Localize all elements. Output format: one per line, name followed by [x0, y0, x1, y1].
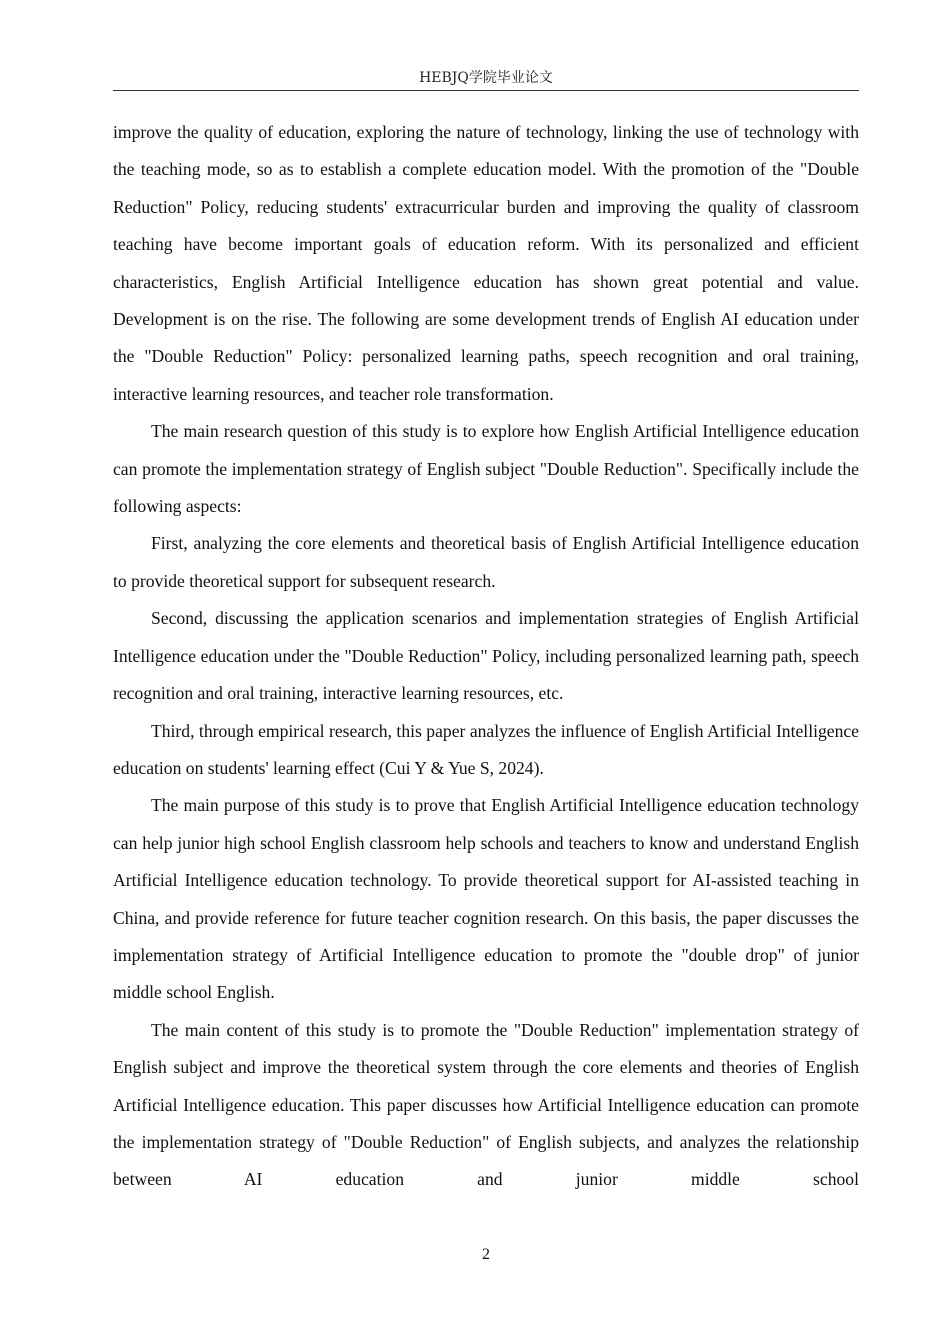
body-text — [113, 114, 859, 1199]
paragraph-purpose: The main purpose of this study is to prove that English Artificial Intelligence education technology can help junior high school English classroom help schools and teachers to know and understand English Artificial Intelligence education technology. To provide theoretical support for AI-assisted teaching in China, and provide reference for future teacher cognition research. On this basis, the paper discusses the implementation strategy of Artificial Intelligence education to promote the "double drop" of junior middle school English. — [113, 795, 859, 1003]
paragraph-content: The main content of this study is to promote the "Double Reduction" implementation strategy of English subject and improve the theoretical system through the core elements and theories of English Artificial Intelligence education. This paper discusses how Artificial Intelligence education can promote the implementation strategy of "Double Reduction" of English subjects, and analyzes the relationship between AI education and junior middle school — [113, 1019, 859, 1190]
paragraph-second-aspect: Second, discussing the application scenarios and implementation strategies of English Artificial Intelligence education under the "Double Reduction" Policy, including personalized learning path, speech recognition and oral training, interactive learning resources, etc. — [113, 608, 859, 704]
paragraph-continuation: improve the quality of education, exploring the nature of technology, linking the use of technology with the teaching mode, so as to establish a complete education model. With the promotion of the "Double Reduction" Policy, reducing students' extracurricular burden and improving the quality of classroom teaching have become important goals of education reform. With its personalized and efficient characteristics, English Artificial Intelligence education has shown great potential and value. Development is on the rise. The following are some development trends of English AI education under the "Double Reduction" Policy: personalized learning paths, speech recognition and oral training, interactive learning resources, and teacher role transformation. — [113, 122, 859, 404]
paragraph-research-question: The main research question of this study is to explore how English Artificial Intelligence education can promote the implementation strategy of English subject "Double Reduction". Specifically include the following aspects: — [113, 421, 859, 517]
header-divider — [113, 90, 859, 91]
paragraph-third-aspect: Third, through empirical research, this paper analyzes the influence of English Artificial Intelligence education on students' learning effect (Cui Y & Yue S, 2024). — [113, 720, 859, 778]
page-number: 2 — [482, 1246, 490, 1263]
paragraph-first-aspect: First, analyzing the core elements and theoretical basis of English Artificial Intelligence education to provide theoretical support for subsequent research. — [113, 533, 859, 591]
running-header: HEBJQ学院毕业论文 — [419, 70, 553, 86]
